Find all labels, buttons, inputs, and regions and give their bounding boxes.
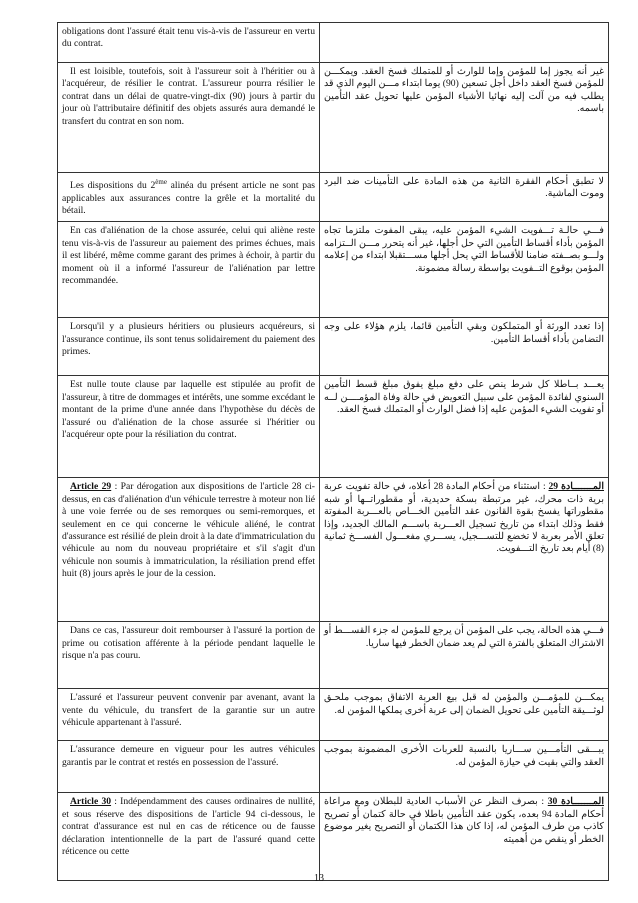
french-paragraph: Lorsqu'il y a plusieurs héritiers ou plusieurs acquéreurs, si l'assurance continue, ils sont tenus solidairement du paiement des primes. bbox=[58, 318, 320, 376]
french-paragraph: En cas d'aliénation de la chose assurée, celui qui aliène reste tenu vis-à-vis de l'assureur au paiement des primes échues, mais il est libéré, même comme garant des primes à échoir, à partir du moment où il a informé l'assureur de l'aliénation par lettre recommandée. bbox=[58, 222, 320, 318]
french-paragraph bbox=[58, 173, 320, 222]
table-row bbox=[58, 689, 609, 741]
french-text: Les dispositions du 2 bbox=[70, 180, 156, 192]
bilingual-law-table bbox=[57, 22, 609, 881]
arabic-paragraph: يعـــد بــاطلا كل شرط ينص على دفع مبلغ يفوق مبلغ قسط التأمين السنوي لفائدة المؤمن على سبيل التعويض في حالة وفاة المؤمــــن لــه أو تفويت الشيء المؤمن عليه إذا فضل الوارث أو المتملك فسخ العقد. bbox=[320, 376, 609, 478]
french-paragraph: Est nulle toute clause par laquelle est stipulée au profit de l'assureur, à titre de dommages et intérêts, une somme excédant le montant de la prime d'une année dans l'hypothèse du décès de l'assuré ou d'aliénation de la chose assurée si l'héritier ou l'acquéreur opte pour la résiliation du contrat. bbox=[58, 376, 320, 478]
french-paragraph bbox=[58, 793, 320, 881]
table-row bbox=[58, 23, 609, 63]
document-page bbox=[57, 22, 608, 881]
french-paragraph: L'assurance demeure en vigueur pour les autres véhicules garantis par le contrat et restés en possession de l'assuré. bbox=[58, 741, 320, 793]
table-row bbox=[58, 173, 609, 222]
french-paragraph: Il est loisible, toutefois, soit à l'assureur soit à l'héritier ou à l'acquéreur, de résilier le contrat. L'assureur pourra résilier le contrat dans un délai de quatre-vingt-dix (90) jours à partir du jour où l'attributaire définitif des objets assurés aura demandé le transfert du contrat en son nom. bbox=[58, 63, 320, 173]
superscript: ème bbox=[155, 178, 167, 186]
table-row bbox=[58, 222, 609, 318]
table-row bbox=[58, 622, 609, 689]
french-paragraph: L'assuré et l'assureur peuvent convenir par avenant, avant la vente du véhicule, du transfert de la garantie sur un autre véhicule appartenant à l'assuré. bbox=[58, 689, 320, 741]
arabic-text: : بصرف النظر عن الأسباب العادية للبطلان ومع مراعاة أحكام المادة 94 بعده، يكون عقد التأمين باطلا في حالة كتمان أو تصريح كاذب من طرف المؤمن له، إذا كان هذا الكتمان أو التصريح يغير موضوع الخطر أو ينقص من أهميته bbox=[324, 796, 604, 845]
arabic-paragraph bbox=[320, 793, 609, 881]
arabic-paragraph: فـــي هذه الحالة، يجب على المؤمن أن يرجع للمؤمن له جزء القســـط أو الاشتراك المتعلق بالفترة التي لم يعد ضمان الخطر فيها ساريا. bbox=[320, 622, 609, 689]
french-paragraph: obligations dont l'assuré était tenu vis-à-vis de l'assureur en vertu du contrat. bbox=[58, 23, 320, 63]
french-paragraph: Dans ce cas, l'assureur doit rembourser à l'assuré la portion de prime ou cotisation afférente à la période pendant laquelle le risque n'a pas couru. bbox=[58, 622, 320, 689]
french-text: alinéa du présent article ne sont pas applicables aux assurances contre la grêle et la mortalité du bétail. bbox=[62, 180, 315, 216]
french-paragraph bbox=[58, 478, 320, 622]
article-label: المـــــــادة 29 bbox=[548, 481, 605, 493]
article-label: المـــــــادة 30 bbox=[547, 796, 604, 808]
arabic-paragraph: غير أنه يجوز إما للمؤمن وإما للوارث أو للمتملك فسخ العقد. ويمكـــن للمؤمن فسخ العقد داخل أجل تسعين (90) يوما ابتداء مـــن اليوم الذي قد يطلب فيه من آلت إليه نهائيا الأشياء المؤمن عليها تحويل عقد التأمين باسمه. bbox=[320, 63, 609, 173]
arabic-paragraph: لا تطبق أحكام الفقرة الثانية من هذه المادة على التأمينات ضد البرد وموت الماشية. bbox=[320, 173, 609, 222]
article-label: Article 29 bbox=[70, 481, 112, 493]
arabic-paragraph: يبـــقى التأمـــين ســـاريا بالنسبة للعربات الأخرى المضمونة بموجب العقد والتي بقيت في حيازة المؤمن له. bbox=[320, 741, 609, 793]
arabic-paragraph: إذا تعدد الورثة أو المتملكون وبقي التأمين قائما، يلزم هؤلاء على وجه التضامن بأداء أقساط التأمين. bbox=[320, 318, 609, 376]
arabic-paragraph: فـــي حالـة تـــفويت الشيء المؤمن عليه، يبقى المفوت ملتزما تجاه المؤمن بأداء أقساط التأمين التي حل أجلها، غير أنه يتحرر مـــن الــتزامه ولـــو بصــفته ضامنا للأقساط التي يحل أجلها مســـتقبلا ابتداء من إعلامه المؤمن بوقوع التــفويت بواسطة رسالة مضمونة. bbox=[320, 222, 609, 318]
arabic-paragraph: يمكـــن للمؤمـــن والمؤمن له قبل بيع العربة الاتفاق بموجب ملحـق لوثـــيقة التأمين على تحويل الضمان إلى عربة أخرى يملكها المؤمن له. bbox=[320, 689, 609, 741]
french-text: : Indépendamment des causes ordinaires de nullité, et sous réserve des dispositions de l'article 94 ci-dessous, le contrat d'assurance est nul en cas de réticence ou de fausse déclaration intentionnelle de la part de l'assuré quand cette réticence ou cette bbox=[62, 796, 315, 858]
table-row bbox=[58, 63, 609, 173]
french-text: : Par dérogation aux dispositions de l'article 28 ci-dessus, en cas d'aliénation d'un véhicule terrestre à moteur non lié à une voie ferrée ou de ses remorques ou semi-remorques, et seulement en ce qui concerne le véhicule aliéné, le contrat d'assurance est résilié de plein droit à la date d'immatriculation du véhicule au nom du nouveau propriétaire et s'il s'agit d'un véhicule non soumis à immatriculation, la résiliation prend effet huit (8) jours après le jour de la cession. bbox=[62, 481, 315, 580]
arabic-paragraph bbox=[320, 478, 609, 622]
article-label: Article 30 bbox=[70, 796, 112, 808]
table-row bbox=[58, 741, 609, 793]
table-row bbox=[58, 376, 609, 478]
table-row bbox=[58, 318, 609, 376]
table-row bbox=[58, 793, 609, 881]
page-number: 13 bbox=[314, 873, 324, 884]
arabic-text: : استثناء من أحكام المادة 28 أعلاه، في حالة تفويت عربة برية ذات محرك، غير مرتبطة بسكة حديدية، أو مقطوراتــها أو شبه مقطوراتها يفسخ بقوة القانون عقد التأمين الخـــاص بالعـــربة المفوتة فقط وذلك ابتداء من تاريخ تسجيل العـــربة باســـم المالك الجديد، وإذا تعلق الأمر بعربة لا تخضع للتســـجيل، يســـري مفعـــول الفســـخ ثمانية (8) أيام بعد تاريخ التـــفويت. bbox=[324, 481, 604, 555]
arabic-paragraph bbox=[320, 23, 609, 63]
table-row bbox=[58, 478, 609, 622]
